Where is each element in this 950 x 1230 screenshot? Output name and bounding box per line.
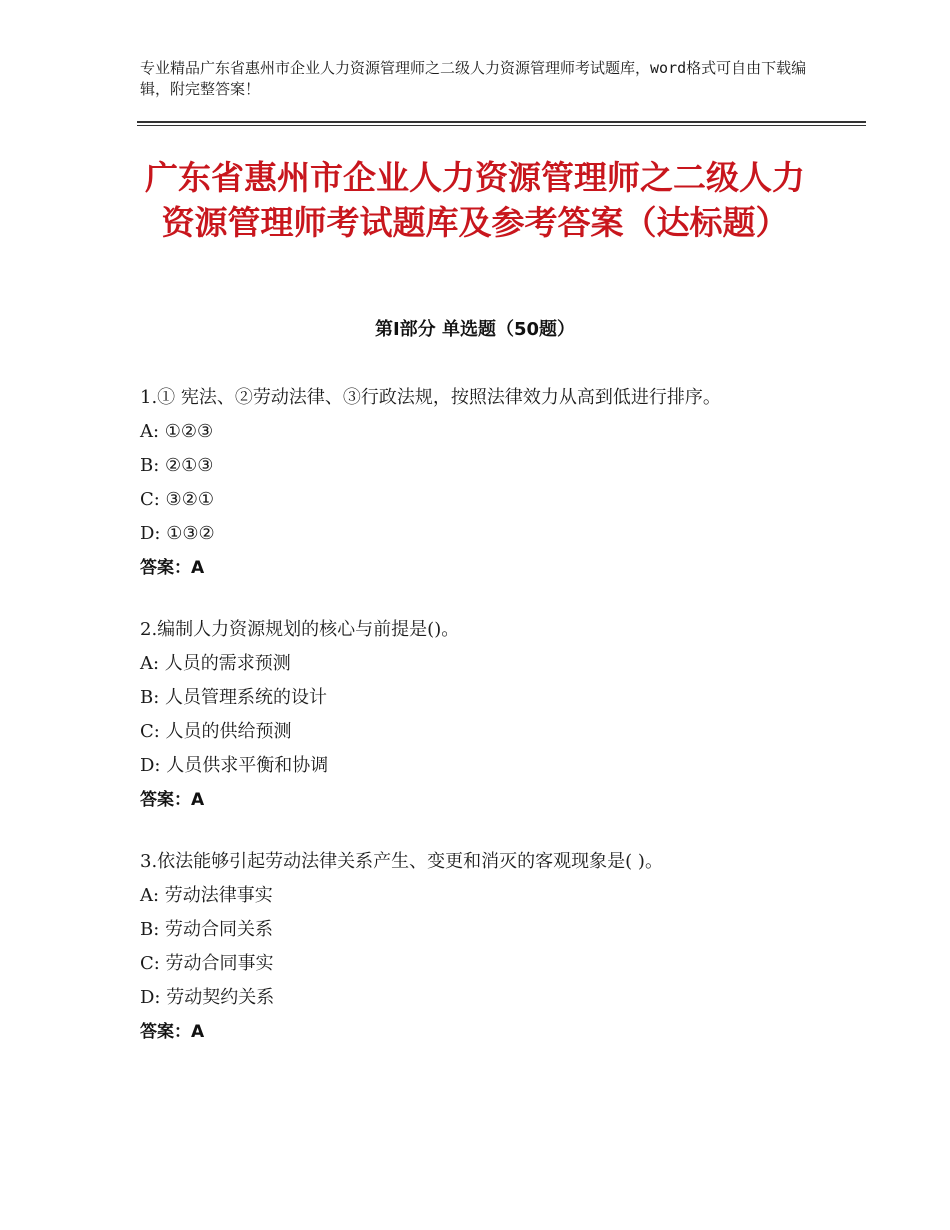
answer-line: 答案：A bbox=[140, 790, 205, 810]
question-stem: 1.① 宪法、②劳动法律、③行政法规，按照法律效力从高到低进行排序。 bbox=[140, 387, 721, 408]
option-a: A: ①②③ bbox=[140, 421, 214, 442]
option-b: B: ②①③ bbox=[140, 455, 214, 476]
option-a: A: 人员的需求预测 bbox=[140, 653, 291, 674]
header-rule-thick bbox=[137, 121, 866, 123]
option-d: D: 劳动契约关系 bbox=[140, 987, 275, 1008]
question-stem: 3.依法能够引起劳动法律关系产生、变更和消灭的客观现象是( )。 bbox=[140, 851, 663, 872]
question-1 bbox=[140, 381, 830, 585]
option-a: A: 劳动法律事实 bbox=[140, 885, 273, 906]
answer-line: 答案：A bbox=[140, 558, 205, 578]
document-title: 广东省惠州市企业人力资源管理师之二级人力资源管理师考试题库及参考答案（达标题） bbox=[145, 158, 805, 242]
section-title: 第Ⅰ部分 单选题（50题） bbox=[374, 319, 575, 340]
header-note: 专业精品广东省惠州市企业人力资源管理师之二级人力资源管理师考试题库，word格式可自由下载编辑，附完整答案！ bbox=[140, 59, 807, 98]
question-3 bbox=[140, 845, 830, 1049]
option-d: D: 人员供求平衡和协调 bbox=[140, 755, 329, 776]
option-c: C: 劳动合同事实 bbox=[140, 953, 274, 974]
question-stem: 2.编制人力资源规划的核心与前提是()。 bbox=[140, 619, 460, 640]
question-2 bbox=[140, 613, 830, 817]
option-c: C: ③②① bbox=[140, 489, 214, 510]
option-b: B: 劳动合同关系 bbox=[140, 919, 274, 940]
option-b: B: 人员管理系统的设计 bbox=[140, 687, 328, 708]
option-d: D: ①③② bbox=[140, 523, 215, 544]
option-c: C: 人员的供给预测 bbox=[140, 721, 292, 742]
header-rule-thin bbox=[137, 125, 866, 126]
question-list bbox=[140, 381, 830, 1077]
answer-line: 答案：A bbox=[140, 1022, 205, 1042]
